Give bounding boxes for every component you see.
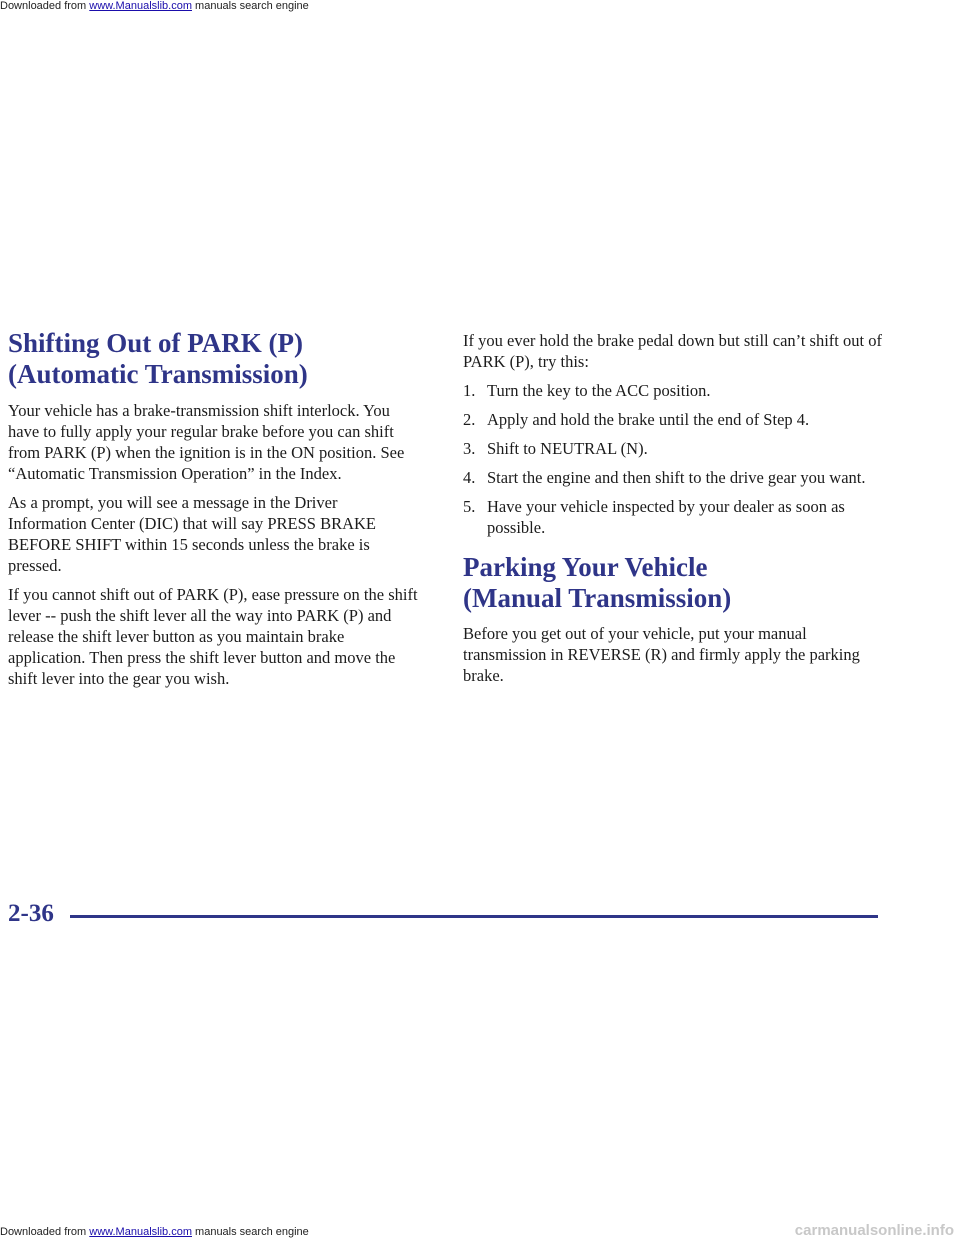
- step-text: Shift to NEUTRAL (N).: [487, 439, 648, 458]
- paragraph-steps-intro: If you ever hold the brake pedal down but still can’t shift out of PARK (P), try this:: [463, 331, 882, 371]
- step-number: 2.: [463, 410, 476, 429]
- banner-suffix: manuals search engine: [191, 0, 309, 12]
- heading-line-2: (Manual Transmission): [463, 583, 732, 613]
- section-heading-shifting-out-of-park: [8, 328, 420, 390]
- heading-line-2: (Automatic Transmission): [8, 359, 308, 389]
- right-column: [463, 330, 883, 694]
- paragraph-cannot-shift: If you cannot shift out of PARK (P), ease pressure on the shift lever -- push the shift lever all the way into PARK (P) and release the shift lever button as you maintain brake application. Then press the shift lever button and move the shift lever into the gear you wish.: [8, 585, 418, 688]
- paragraph-shift-interlock: Your vehicle has a brake-transmission shift interlock. You have to fully apply your regular brake before you can shift from PARK (P) when the ignition is in the ON position. See “Automatic Transmission Operation” in the Index.: [8, 401, 405, 483]
- steps-list: [463, 380, 883, 538]
- footer-divider: [70, 915, 878, 918]
- step-text: Start the engine and then shift to the drive gear you want.: [487, 468, 866, 487]
- list-item: [463, 496, 883, 538]
- page-number: 2-36: [8, 900, 54, 927]
- paragraph-manual-transmission: Before you get out of your vehicle, put your manual transmission in REVERSE (R) and firmly apply the parking brake.: [463, 624, 860, 685]
- download-banner-bottom: [0, 1226, 309, 1238]
- section-heading-parking-your-vehicle: [463, 552, 883, 614]
- banner-prefix: Downloaded from: [0, 0, 90, 12]
- download-banner-top: [0, 0, 309, 12]
- step-text: Apply and hold the brake until the end of Step 4.: [487, 410, 810, 429]
- paragraph-dic-prompt: As a prompt, you will see a message in the Driver Information Center (DIC) that will say PRESS BRAKE BEFORE SHIFT within 15 seconds unless the brake is pressed.: [8, 493, 377, 575]
- banner-suffix: manuals search engine: [191, 1226, 309, 1238]
- step-number: 1.: [463, 381, 476, 400]
- page-footer: [8, 900, 878, 930]
- step-number: 4.: [463, 468, 476, 487]
- manualslib-link[interactable]: www.Manualslib.com: [89, 1226, 192, 1238]
- list-item: [463, 380, 883, 401]
- step-text: Have your vehicle inspected by your dealer as soon as possible.: [487, 497, 845, 537]
- heading-line-1: Parking Your Vehicle: [463, 552, 708, 582]
- watermark: carmanualsonline.info: [794, 1222, 954, 1239]
- heading-line-1: Shifting Out of PARK (P): [8, 328, 303, 358]
- step-text: Turn the key to the ACC position.: [487, 381, 711, 400]
- list-item: [463, 467, 883, 488]
- left-column: [8, 328, 420, 697]
- list-item: [463, 438, 883, 459]
- list-item: [463, 409, 883, 430]
- banner-prefix: Downloaded from: [0, 1226, 90, 1238]
- step-number: 5.: [463, 497, 476, 516]
- step-number: 3.: [463, 439, 476, 458]
- manualslib-link[interactable]: www.Manualslib.com: [89, 0, 192, 12]
